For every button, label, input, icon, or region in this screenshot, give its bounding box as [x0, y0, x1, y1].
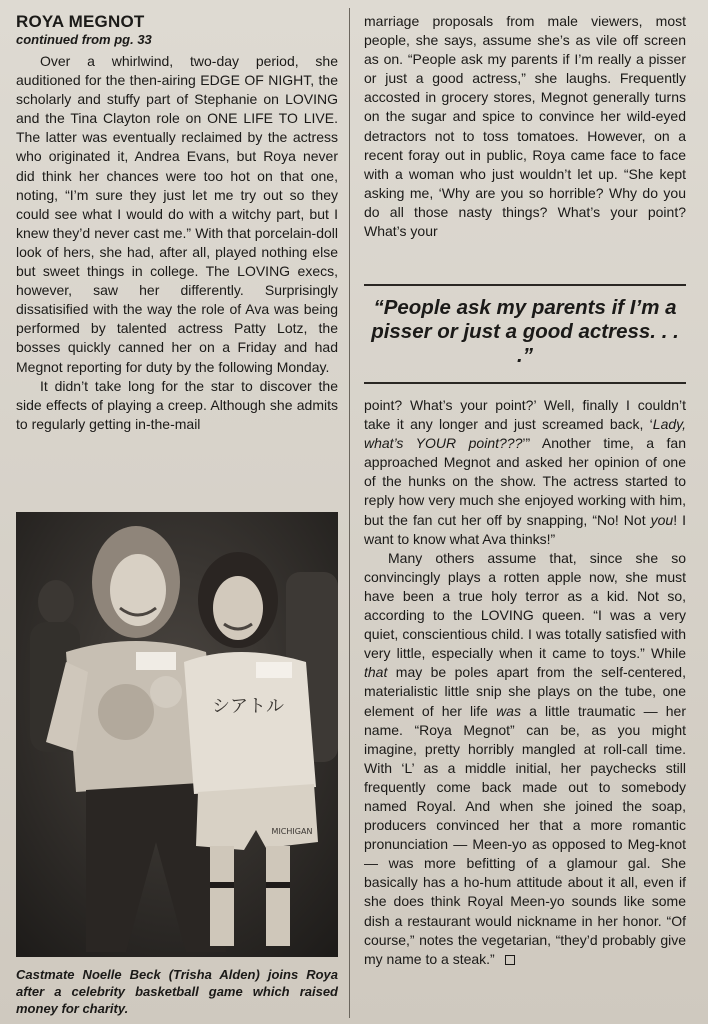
pull-quote-bottom-rule [364, 382, 686, 384]
paragraph-1: Over a whirlwind, two-day period, she auditioned for the then-airing EDGE OF NIGHT, the scholarly and stuffy part of Stephanie on LOVING and the Tina Clayton role on ONE LIFE TO LIVE. The latter was eventually reclaimed by the actress who originated it, Andrea Evans, but Roya never did think her chances were too hot on that one, noting, “I’m sure they just let me try out so they could see what I would do with a witchy part, but I knew they’d never cast me.” With that porcelain-doll look of hers, she had, after all, played nothing else but sweet things in college. The LOVING execs, however, saw her differently. Surprisingly dissatisified with the way the role of Ava was being performed by talented actress Patty Lotz, the bosses quickly canned her on a Friday and had Megnot reporting for duty by the following Monday. [16, 53, 338, 375]
woman-right-leg-1 [210, 846, 234, 946]
pull-quote-top-rule [364, 284, 686, 286]
tie-dye-swirl-2 [150, 676, 182, 708]
tie-dye-swirl [98, 684, 154, 740]
text-run: may be poles apart from the self-centered, materialistic little snip she plays on the tube, one element of her life [364, 664, 686, 719]
italic-emphasis: you [650, 511, 674, 528]
shorts-text: MICHIGAN [271, 827, 313, 836]
column-divider [349, 8, 350, 1018]
left-column [16, 12, 338, 434]
photo-caption: Castmate Noelle Beck (Trisha Alden) joins Roya after a celebrity basketball game which raised money for charity. [16, 967, 338, 1017]
text-run: Many others assume that, since she so convincingly plays a rotten apple now, she must have been a true holy terror as a kid. Not so, according to the LOVING queen. “I was a very quiet, conscientious child. I was totally satisfied with very little, especially when it came to toys.” While [364, 549, 686, 662]
text-run: ’” Another time, a fan approached Megnot and asked her opinion of one of the hunks on the show. The actress started to reply how very much she enjoyed working with him, but the fan cut her off by snapping, “No! Not [364, 435, 686, 528]
article-headline: ROYA MEGNOT [16, 12, 145, 31]
right-paragraph-2 [364, 396, 686, 549]
shirt-text: シアトル [212, 696, 284, 717]
sock-stripe-2 [266, 882, 290, 888]
right-column-bottom [364, 396, 686, 969]
pull-quote-box [364, 284, 686, 384]
text-run: ! I want to know what Ava thinks!” [364, 511, 686, 547]
right-paragraph-3 [364, 549, 686, 969]
italic-quote: Lady, what’s YOUR point??? [364, 416, 686, 452]
sock-stripe-1 [210, 882, 234, 888]
end-of-article-icon [505, 955, 515, 965]
italic-emphasis: was [496, 702, 521, 719]
woman-right-leg-2 [266, 846, 290, 946]
right-paragraph-1: marriage proposals from male viewers, most people, she says, assume she’s as vile off screen as on. “People ask my parents if I’m really a pisser or just a good actress,” she laughs. Frequently accosted in grocery stores, Megnot generally turns on the sugar and spice to convince her wild-eyed detractors not to toss tomatoes. However, on a recent foray out in public, Roya came face to face with a woman who just wouldn’t let up. “She kept asking me, ‘Why are you so horrible? Why do you do all those nasty things? What’s your point? What’s your [364, 13, 686, 240]
right-column-top [364, 12, 686, 241]
name-tag-right [256, 662, 292, 678]
background-person-head [38, 580, 74, 624]
name-tag-left [136, 652, 176, 670]
paragraph-2: It didn’t take long for the star to discover the side effects of playing a creep. Although she admits to regularly getting in-the-mail [16, 377, 338, 432]
photo-illustration [16, 512, 338, 957]
article-photo [16, 512, 338, 957]
pull-quote: “People ask my parents if I’m a pisser or just a good actress. . . .” [371, 296, 679, 367]
text-run: a little traumatic — her name. “Roya Megnot” can be, as you might imagine, pretty horribly mangled at roll-call time. With ‘L’ as a middle initial, her paychecks still frequently come back made out to somebody named Royal. And when she joined the soap, producers convinced her that a more romantic pronunciation — Meen-yo as opposed to Meg-knot — was more befitting of a glamour gal. She basically has a ho-hum attitude about it all, even if she does think Royal Meen-yo sounds like some dish a restaurant would nickname in her honor. “Of course,” notes the vegetarian, “they’d probably give my name to a steak.” [364, 702, 687, 967]
italic-emphasis: that [364, 664, 388, 681]
text-run: point? What’s your point?’ Well, finally I couldn’t take it any longer and just screamed back, ‘ [364, 397, 686, 433]
woman-right-shirt [184, 652, 316, 794]
continued-note: continued from pg. 33 [16, 32, 152, 47]
